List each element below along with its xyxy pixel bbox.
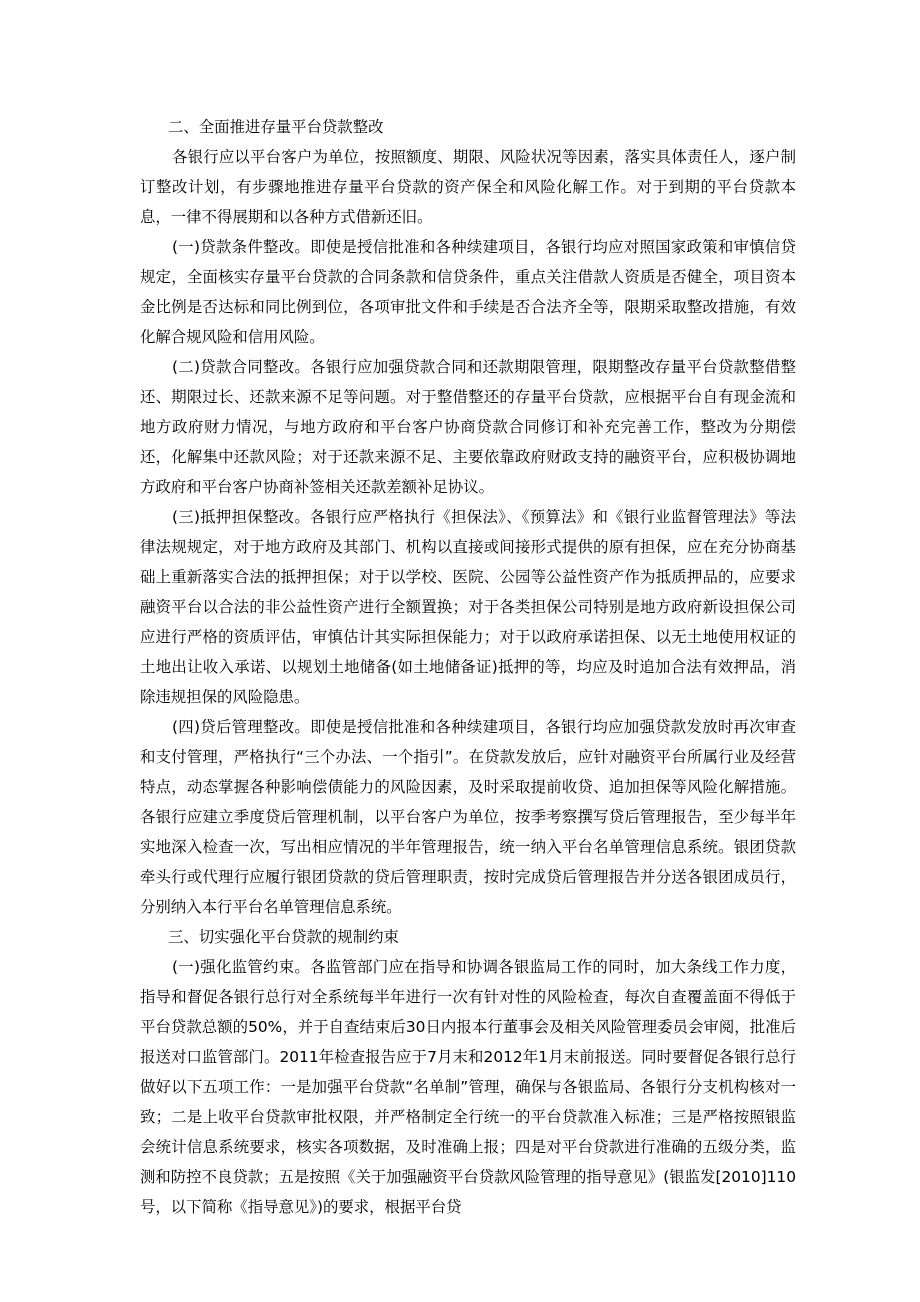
- section-heading-2: 二、全面推进存量平台贷款整改: [168, 118, 384, 136]
- paragraph-loan-conditions: (一)贷款条件整改。即使是授信批准和各种续建项目，各银行均应对照国家政策和审慎信贷规定，全面核实存量平台贷款的合同条款和信贷条件，重点关注借款人资质是否健全，项目资本金比例是否达标和同比例到位，各项审批文件和手续是否合法齐全等，限期采取整改措施，有效化解合规风险和信用风险。: [140, 238, 796, 346]
- paragraph-supervision: (一)强化监管约束。各监管部门应在指导和协调各银监局工作的同时，加大条线工作力度，指导和督促各银行总行对全系统每半年进行一次有针对性的风险检查，每次自查覆盖面不得低于平台贷款总额的50%，并于自查结束后30日内报本行董事会及相关风险管理委员会审阅，批准后报送对口监管部门。2011年检查报告应于7月末和2012年1月末前报送。同时要督促各银行总行做好以下五项工作：一是加强平台贷款“名单制”管理，确保与各银监局、各银行分支机构核对一致；二是上收平台贷款审批权限，并严格制定全行统一的平台贷款准入标准；三是严格按照银监会统计信息系统要求，核实各项数据，及时准确上报；四是对平台贷款进行准确的五级分类，监测和防控不良贷款；五是按照《关于加强融资平台贷款风险管理的指导意见》(银监发[2010]110号，以下简称《指导意见》)的要求，根据平台贷: [140, 958, 797, 1216]
- section-heading-3: 三、切实强化平台贷款的规制约束: [168, 928, 399, 946]
- paragraph-post-loan: (四)贷后管理整改。即使是授信批准和各种续建项目，各银行均应加强贷款发放时再次审查和支付管理，严格执行“三个办法、一个指引”。在贷款发放后，应针对融资平台所属行业及经营特点，动态掌握各种影响偿债能力的风险因素，及时采取提前收贷、追加担保等风险化解措施。各银行应建立季度贷后管理机制，以平台客户为单位，按季考察撰写贷后管理报告，至少每半年实地深入检查一次，写出相应情况的半年管理报告，统一纳入平台名单管理信息系统。银团贷款牵头行或代理行应履行银团贷款的贷后管理职责，按时完成贷后管理报告并分送各银团成员行，分别纳入本行平台名单管理信息系统。: [140, 718, 796, 916]
- paragraph-intro: 各银行应以平台客户为单位，按照额度、期限、风险状况等因素，落实具体责任人，逐户制订整改计划，有步骤地推进存量平台贷款的资产保全和风险化解工作。对于到期的平台贷款本息，一律不得展期和以各种方式借新还旧。: [140, 148, 796, 226]
- document-body: [140, 112, 796, 1222]
- paragraph-collateral: (三)抵押担保整改。各银行应严格执行《担保法》、《预算法》和《银行业监督管理法》等法律法规规定，对于地方政府及其部门、机构以直接或间接形式提供的原有担保，应在充分协商基础上重新落实合法的抵押担保；对于以学校、医院、公园等公益性资产作为抵质押品的，应要求融资平台以合法的非公益性资产进行全额置换；对于各类担保公司特别是地方政府新设担保公司应进行严格的资质评估，审慎估计其实际担保能力；对于以政府承诺担保、以无土地使用权证的土地出让收入承诺、以规划土地储备(如土地储备证)抵押的等，均应及时追加合法有效押品，消除违规担保的风险隐患。: [140, 508, 796, 706]
- paragraph-loan-contracts: (二)贷款合同整改。各银行应加强贷款合同和还款期限管理，限期整改存量平台贷款整借整还、期限过长、还款来源不足等问题。对于整借整还的存量平台贷款，应根据平台自有现金流和地方政府财力情况，与地方政府和平台客户协商贷款合同修订和补充完善工作，整改为分期偿还，化解集中还款风险；对于还款来源不足、主要依靠政府财政支持的融资平台，应积极协调地方政府和平台客户协商补签相关还款差额补足协议。: [140, 358, 796, 496]
